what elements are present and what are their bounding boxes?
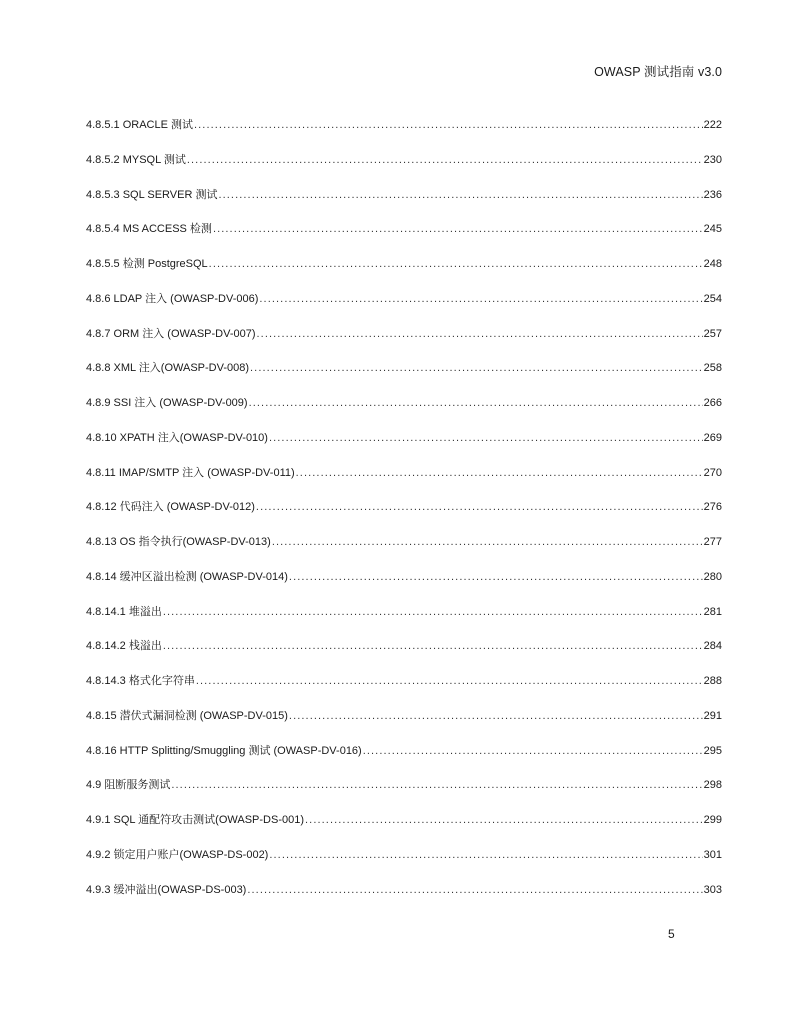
- toc-entry[interactable]: [86, 567, 722, 602]
- toc-entry[interactable]: [86, 497, 722, 532]
- toc-dot-leader: [194, 115, 703, 135]
- toc-entry[interactable]: [86, 428, 722, 463]
- toc-entry-title: 4.8.10 XPATH 注入(OWASP-DV-010): [86, 431, 268, 444]
- toc-entry-title: 4.9.3 缓冲溢出(OWASP-DS-003): [86, 883, 247, 896]
- toc-entry-page: 258: [703, 362, 722, 375]
- toc-dot-leader: [213, 219, 703, 239]
- toc-dot-leader: [250, 358, 703, 378]
- toc-entry-page: 236: [703, 188, 722, 201]
- toc-entry-page: 266: [703, 397, 722, 409]
- toc-dot-leader: [171, 775, 702, 795]
- toc-entry-title: 4.8.5.4 MS ACCESS 检测: [86, 223, 212, 236]
- toc-dot-leader: [269, 845, 702, 865]
- toc-entry-page: 276: [703, 501, 722, 514]
- toc-dot-leader: [305, 810, 703, 830]
- toc-entry-title: 4.8.15 潜伏式漏洞检测 (OWASP-DV-015): [86, 709, 288, 722]
- toc-dot-leader: [163, 636, 703, 656]
- toc-entry[interactable]: [86, 185, 722, 220]
- toc-entry[interactable]: [86, 636, 722, 671]
- toc-dot-leader: [269, 428, 703, 448]
- table-of-contents: [86, 115, 722, 914]
- toc-entry-title: 4.8.9 SSI 注入 (OWASP-DV-009): [86, 397, 248, 409]
- toc-entry-page: 248: [703, 258, 722, 270]
- toc-entry-page: 298: [703, 779, 722, 792]
- toc-entry[interactable]: [86, 671, 722, 706]
- toc-entry-page: 254: [703, 292, 722, 305]
- toc-dot-leader: [196, 671, 703, 691]
- toc-entry-title: 4.8.6 LDAP 注入 (OWASP-DV-006): [86, 292, 259, 305]
- toc-entry-page: 245: [703, 223, 722, 236]
- toc-entry[interactable]: [86, 254, 722, 289]
- toc-entry-title: 4.8.5.5 检测 PostgreSQL: [86, 258, 208, 270]
- toc-entry-page: 280: [703, 570, 722, 583]
- toc-entry-title: 4.8.14 缓冲区溢出检测 (OWASP-DV-014): [86, 570, 288, 583]
- toc-entry-title: 4.8.14.1 堆溢出: [86, 605, 162, 618]
- toc-dot-leader: [257, 324, 703, 344]
- page-header-title: OWASP 测试指南 v3.0: [594, 65, 722, 79]
- toc-entry[interactable]: [86, 775, 722, 810]
- toc-entry-page: 281: [703, 605, 722, 618]
- toc-entry-page: 222: [703, 119, 722, 131]
- toc-entry-title: 4.8.14.3 格式化字符串: [86, 675, 195, 687]
- toc-dot-leader: [163, 602, 703, 622]
- toc-entry[interactable]: [86, 706, 722, 741]
- toc-entry[interactable]: [86, 880, 722, 915]
- toc-entry-page: 269: [703, 431, 722, 444]
- toc-entry-title: 4.9.2 锁定用户账户(OWASP-DS-002): [86, 848, 269, 861]
- toc-entry[interactable]: [86, 602, 722, 637]
- toc-dot-leader: [256, 497, 703, 517]
- toc-entry[interactable]: [86, 358, 722, 393]
- toc-dot-leader: [209, 254, 703, 274]
- toc-dot-leader: [218, 185, 702, 205]
- toc-entry-title: 4.8.5.3 SQL SERVER 测试: [86, 188, 218, 201]
- toc-entry-title: 4.8.12 代码注入 (OWASP-DV-012): [86, 501, 255, 514]
- toc-dot-leader: [289, 567, 703, 587]
- toc-entry-page: 284: [703, 640, 722, 653]
- toc-entry[interactable]: [86, 532, 722, 567]
- toc-entry-title: 4.9.1 SQL 通配符攻击测试(OWASP-DS-001): [86, 814, 305, 826]
- toc-entry-title: 4.8.16 HTTP Splitting/Smuggling 测试 (OWASP-DV-016): [86, 744, 362, 757]
- toc-entry-page: 291: [703, 709, 722, 722]
- toc-dot-leader: [296, 463, 703, 483]
- toc-entry[interactable]: [86, 150, 722, 185]
- toc-dot-leader: [247, 880, 702, 900]
- toc-entry-page: 230: [703, 153, 722, 166]
- toc-dot-leader: [289, 706, 703, 726]
- toc-entry[interactable]: [86, 115, 722, 150]
- page-number: 5: [668, 927, 675, 941]
- toc-dot-leader: [272, 532, 703, 552]
- toc-entry-page: 303: [703, 883, 722, 896]
- toc-entry[interactable]: [86, 845, 722, 880]
- toc-dot-leader: [187, 150, 703, 170]
- toc-entry-title: 4.8.5.1 ORACLE 测试: [86, 119, 193, 131]
- toc-entry[interactable]: [86, 219, 722, 254]
- toc-entry-title: 4.8.13 OS 指令执行(OWASP-DV-013): [86, 536, 271, 548]
- toc-entry[interactable]: [86, 810, 722, 845]
- toc-entry-title: 4.8.14.2 栈溢出: [86, 640, 162, 653]
- toc-entry-page: 270: [703, 466, 722, 479]
- toc-entry-page: 277: [703, 536, 722, 548]
- toc-entry[interactable]: [86, 463, 722, 498]
- toc-entry-page: 295: [703, 744, 722, 757]
- toc-entry-page: 288: [703, 675, 722, 687]
- toc-entry-title: 4.8.7 ORM 注入 (OWASP-DV-007): [86, 327, 256, 340]
- toc-entry[interactable]: [86, 324, 722, 359]
- toc-dot-leader: [249, 393, 703, 413]
- toc-entry[interactable]: [86, 393, 722, 428]
- toc-entry-title: 4.9 阻断服务测试: [86, 779, 171, 792]
- toc-entry[interactable]: [86, 741, 722, 776]
- toc-entry-page: 301: [703, 848, 722, 861]
- toc-entry-title: 4.8.5.2 MYSQL 测试: [86, 153, 186, 166]
- toc-entry-page: 299: [703, 814, 722, 826]
- toc-entry-title: 4.8.8 XML 注入(OWASP-DV-008): [86, 362, 250, 375]
- toc-entry[interactable]: [86, 289, 722, 324]
- toc-entry-title: 4.8.11 IMAP/SMTP 注入 (OWASP-DV-011): [86, 466, 295, 479]
- toc-entry-page: 257: [703, 327, 722, 340]
- toc-dot-leader: [363, 741, 703, 761]
- toc-dot-leader: [259, 289, 702, 309]
